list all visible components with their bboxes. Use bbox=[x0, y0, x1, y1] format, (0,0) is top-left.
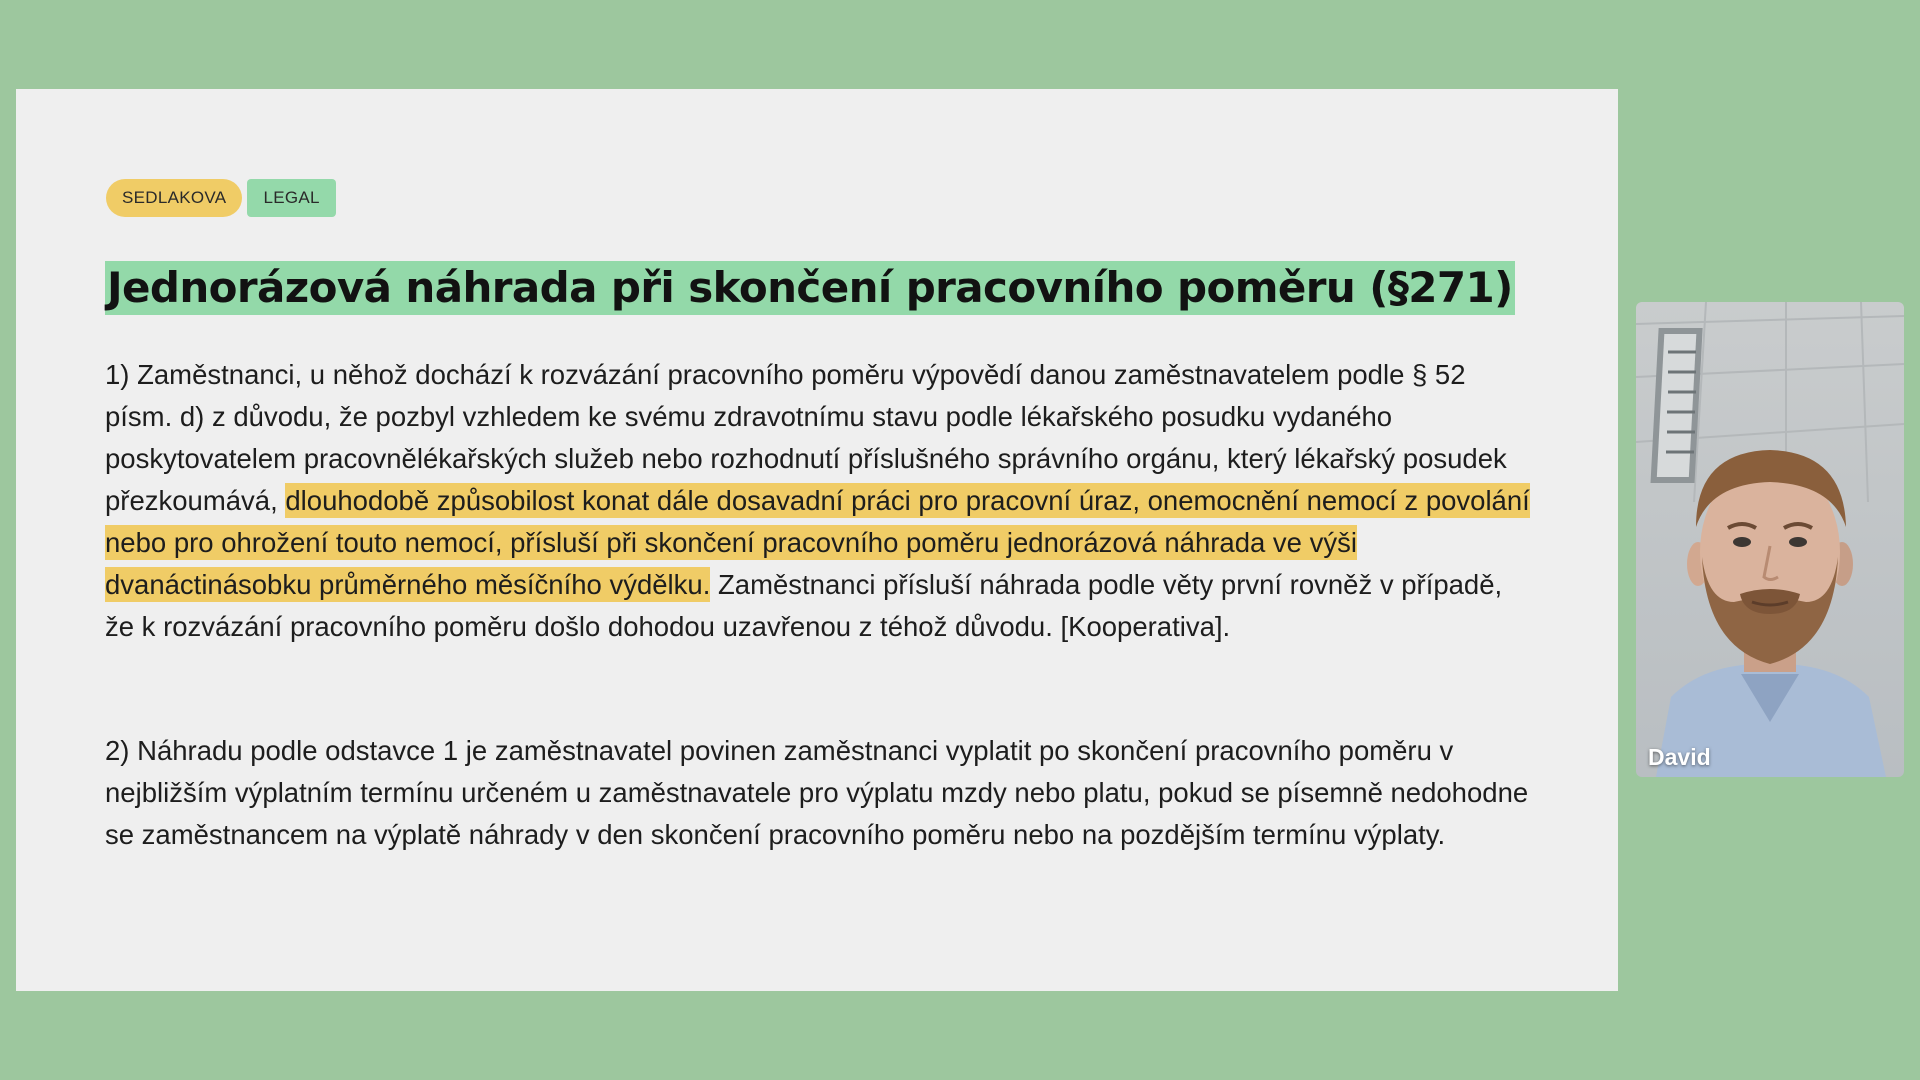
highlighted-text: dlouhodobě způsobilost konat dále dosavadní práci pro pracovní úraz, onemocnění nemocí z povolání nebo pro ohrožení touto nemocí, přísluší při skončení pracovního poměru jednorázová náhrada ve výši dvanáctinásobku průměrného měsíčního výdělku. bbox=[105, 485, 1530, 600]
tag-sedlakova: SEDLAKOVA bbox=[106, 179, 242, 217]
paragraph-1-text: 1) Zaměstnanci, u něhož dochází k rozvázání pracovního poměru výpovědí danou zaměstnavatelem podle § 52 písm. d) z důvodu, že pozbyl vzhledem ke svému zdravotnímu stavu podle lékařského posudku vydaného poskytovatelem pracovnělékařských služeb nebo rozhodnutí příslušného správního orgánu, který lékařský posudek přezkoumává, bbox=[105, 359, 1507, 516]
slide-title: Jednorázová náhrada při skončení pracovního poměru (§271) bbox=[105, 261, 1515, 315]
ceiling-light-icon bbox=[1651, 328, 1703, 483]
presentation-slide bbox=[16, 89, 1618, 991]
tag-legal: LEGAL bbox=[247, 179, 335, 217]
participant-video-tile[interactable] bbox=[1636, 302, 1904, 777]
tag-list bbox=[106, 179, 336, 217]
participant-video-feed bbox=[1636, 302, 1904, 777]
paragraph-1-text-continued: Zaměstnanci přísluší náhrada podle věty první rovněž v případě, že k rozvázání pracovního poměru došlo dohodou uzavřenou z téhož důvodu. [Kooperativa]. bbox=[105, 569, 1503, 642]
paragraph-1 bbox=[105, 354, 1535, 648]
participant-name: David bbox=[1648, 744, 1711, 770]
paragraph-2: 2) Náhradu podle odstavce 1 je zaměstnavatel povinen zaměstnanci vyplatit po skončení pracovního poměru v nejbližším výplatním termínu určeném u zaměstnavatele pro výplatu mzdy nebo platu, pokud se písemně nedohodne se zaměstnancem na výplatě náhrady v den skončení pracovního poměru nebo na pozdějším termínu výplaty. bbox=[105, 735, 1529, 850]
